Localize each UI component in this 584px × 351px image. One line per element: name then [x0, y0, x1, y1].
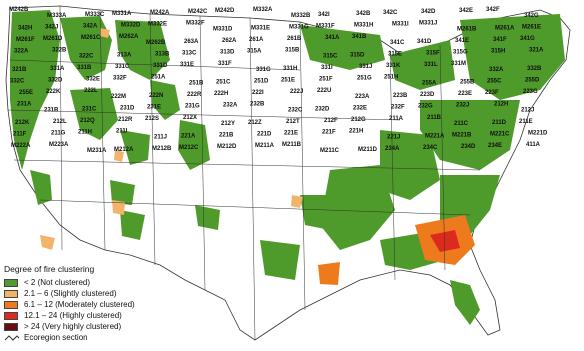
section-label: 331L	[424, 62, 438, 68]
section-label: 221B	[219, 132, 234, 139]
section-label: 232A	[223, 102, 238, 109]
section-label: 232G	[418, 103, 433, 110]
section-label: 212T	[286, 119, 300, 125]
section-label: 341C	[390, 40, 405, 46]
section-label: 234A	[385, 146, 400, 152]
section-label: 342G	[524, 13, 539, 19]
section-label: 211B	[427, 115, 442, 121]
section-label: 223G	[523, 89, 538, 95]
section-label: 341E	[455, 38, 470, 44]
section-label: M221A	[425, 133, 445, 140]
section-label: 234E	[488, 143, 503, 149]
section-label: 332D	[48, 77, 63, 84]
section-label: M212C	[179, 145, 199, 151]
legend-label: > 24 (Very highly clustered)	[24, 322, 122, 331]
section-label: 223B	[393, 93, 408, 99]
section-label: M331A	[112, 11, 132, 17]
section-label: 232F	[391, 104, 405, 111]
section-label: 251A	[151, 74, 166, 81]
section-label: 331A	[50, 66, 65, 72]
section-label: 313A	[117, 52, 132, 59]
section-label: 322C	[79, 53, 94, 60]
section-label: 332C	[10, 78, 25, 85]
section-label: 232J	[456, 102, 470, 109]
section-label: 332B	[527, 66, 542, 72]
section-label: 212Y	[221, 121, 236, 127]
section-label: 211A	[389, 116, 404, 122]
section-label: 321A	[529, 47, 544, 54]
section-label: 411A	[526, 142, 541, 148]
section-label: 315H	[491, 48, 506, 55]
section-label: M331E	[251, 25, 271, 32]
section-label: M231A	[87, 148, 107, 154]
section-label: 313C	[182, 50, 197, 57]
section-label: M221C	[490, 131, 510, 138]
section-label: 231D	[120, 105, 135, 112]
section-label: M242A	[150, 10, 170, 16]
section-label: M261E	[522, 24, 542, 31]
section-label: M242B	[9, 7, 29, 13]
section-label: 262A	[222, 38, 237, 44]
section-label: 315E	[388, 51, 403, 58]
section-label: 223D	[420, 92, 435, 98]
section-label: 222K	[46, 89, 61, 95]
section-label: 222U	[317, 88, 332, 94]
section-label: 232B	[250, 101, 265, 108]
section-label: 251C	[216, 79, 231, 86]
section-label: 315C	[323, 53, 338, 60]
section-label: 331M	[451, 61, 467, 67]
section-label: 211I	[116, 128, 128, 135]
section-label: 222N	[149, 93, 164, 99]
section-label: 255A	[422, 80, 437, 87]
legend-label: < 2 (Not clustered)	[24, 278, 91, 287]
section-label: 212R	[118, 117, 133, 123]
section-label: M261D	[43, 36, 63, 42]
section-label: 221E	[284, 130, 299, 137]
swatch-very-highly-clustered	[4, 323, 18, 331]
section-label: M211A	[255, 143, 275, 149]
legend-item-very-highly-clustered	[4, 321, 154, 332]
section-label: 223F	[485, 90, 499, 96]
section-label: 342F	[486, 7, 500, 13]
section-label: 212H	[494, 101, 509, 108]
section-label: M262B	[146, 40, 166, 46]
section-label: M212D	[217, 144, 237, 150]
section-label: 231A	[17, 101, 32, 108]
section-label: 331E	[180, 62, 195, 68]
section-label: M331D	[213, 26, 233, 33]
section-label: M261A	[495, 25, 515, 32]
section-label: M333A	[47, 13, 67, 19]
section-label: 331H	[283, 66, 298, 72]
legend-item-highly-clustered	[4, 310, 154, 321]
section-label: 261B	[287, 36, 302, 42]
section-label: M212B	[152, 146, 172, 152]
section-label: M331G	[289, 24, 309, 31]
section-label: 255D	[525, 77, 540, 84]
section-label: 221A	[181, 133, 196, 140]
section-label: M211B	[282, 142, 302, 148]
section-label: M332D	[121, 22, 141, 29]
section-label: 331F	[218, 61, 232, 67]
boundary-line-icon	[4, 334, 20, 342]
swatch-moderately-clustered	[4, 301, 18, 309]
section-label: 331G	[256, 67, 271, 73]
section-label: M221B	[452, 132, 472, 139]
legend-label: Ecoregion section	[24, 333, 88, 342]
section-label: 222M	[111, 94, 127, 100]
section-label: M261B	[457, 26, 477, 33]
section-label: 342B	[356, 11, 371, 17]
section-label: 231E	[147, 104, 162, 111]
section-label: 255E	[19, 90, 34, 96]
legend-label: 12.1 – 24 (Highly clustered)	[24, 311, 122, 320]
section-label: M262A	[119, 34, 139, 40]
section-label: 255B	[460, 79, 475, 86]
section-label: 222H	[214, 91, 229, 97]
section-label: 212K	[15, 120, 30, 126]
section-label: M332F	[186, 20, 205, 27]
section-label: 341F	[493, 37, 507, 43]
section-label: 212Q	[80, 118, 95, 124]
section-label: 231G	[185, 103, 200, 110]
section-label: 341B	[352, 34, 367, 40]
section-label: 251D	[254, 78, 269, 85]
legend-title: Degree of fire clustering	[4, 264, 95, 274]
section-label: 212J	[521, 107, 535, 114]
section-label: 313B	[155, 51, 170, 58]
section-label: 211G	[51, 130, 66, 137]
section-label: 332A	[489, 67, 504, 73]
section-label: 234D	[461, 144, 476, 150]
section-label: 221J	[387, 134, 401, 141]
section-label: 251B	[189, 80, 204, 87]
section-label: M261F	[16, 37, 35, 43]
section-label: 212Z	[248, 120, 262, 126]
legend-label: 6.1 – 12 (Moderately clustered)	[24, 300, 135, 309]
swatch-slightly-clustered	[4, 290, 18, 298]
section-label: 221H	[349, 128, 364, 135]
section-label: M332E	[148, 21, 168, 28]
section-label: M211D	[358, 147, 378, 153]
section-label: M211C	[320, 148, 340, 154]
section-label: 212S	[145, 116, 160, 122]
section-label: 221D	[257, 131, 272, 138]
section-label: M212A	[114, 147, 134, 153]
section-label: 313D	[220, 49, 235, 56]
section-label: M333C	[85, 12, 105, 18]
section-label: 251F	[319, 76, 333, 83]
section-label: 212F	[324, 118, 338, 124]
section-label: M242C	[188, 9, 208, 15]
section-label: 263A	[184, 39, 199, 45]
section-label: 331I	[321, 65, 333, 71]
section-label: 332E	[86, 76, 101, 83]
legend-item-boundary	[4, 332, 154, 343]
section-label: 211D	[492, 120, 507, 126]
section-label: 251H	[384, 74, 399, 81]
section-label: M331H	[354, 22, 374, 29]
legend-label: 2.1 – 6 (Slightly clustered)	[24, 289, 117, 298]
section-label: 223E	[458, 91, 473, 97]
section-label: 212G	[351, 117, 366, 123]
section-label: 321B	[12, 67, 27, 73]
section-label: 255C	[487, 78, 502, 85]
section-label: 251G	[357, 75, 372, 82]
section-label: 232E	[353, 105, 368, 112]
section-label: 315A	[247, 48, 262, 55]
section-label: 322A	[14, 48, 29, 55]
section-label: 232C	[288, 107, 303, 114]
section-label: M223A	[49, 142, 69, 148]
section-label: 223A	[355, 94, 370, 100]
section-label: M221D	[528, 130, 548, 137]
section-label: M261C	[81, 35, 101, 41]
section-label: M242D	[215, 8, 235, 14]
section-label: 342I	[318, 12, 330, 18]
section-label: 342C	[383, 10, 398, 16]
section-label: 315G	[453, 49, 468, 56]
swatch-not-clustered	[4, 279, 18, 287]
section-label: 342E	[459, 8, 474, 14]
section-label: 341A	[325, 35, 340, 41]
section-label: 211H	[78, 129, 93, 136]
section-label: 221F	[322, 129, 336, 136]
section-label: 332F	[113, 75, 127, 82]
section-label: 232D	[315, 106, 330, 113]
section-label: 212L	[53, 119, 67, 125]
section-label: 341G	[520, 36, 535, 42]
section-label: 231B	[44, 107, 59, 114]
legend-item-not-clustered	[4, 277, 154, 288]
legend-item-moderately-clustered	[4, 299, 154, 310]
section-label: 315D	[350, 52, 365, 59]
section-label: 211J	[154, 134, 168, 141]
section-label: 331C	[115, 64, 130, 70]
section-label: 222J	[290, 89, 304, 95]
section-label: 222R	[187, 92, 202, 98]
section-label: 315B	[285, 47, 300, 54]
section-label: M332A	[253, 7, 273, 13]
section-label: M331J	[419, 20, 438, 27]
section-label: 211C	[454, 121, 469, 127]
section-label: 261A	[249, 37, 264, 43]
section-label: 222L	[84, 88, 98, 94]
section-label: 342D	[421, 9, 436, 15]
section-label: 212X	[183, 115, 198, 121]
section-label: 211E	[519, 119, 533, 125]
swatch-highly-clustered	[4, 312, 18, 320]
section-label: M222A	[11, 143, 31, 149]
section-label: 331B	[77, 65, 92, 71]
section-label: 341D	[417, 39, 432, 45]
section-label: 251E	[281, 77, 296, 84]
section-label: 342A	[83, 23, 98, 30]
section-label: 331K	[386, 63, 401, 69]
legend	[4, 264, 154, 343]
section-label: 331J	[359, 64, 373, 70]
section-label: 331D	[153, 63, 168, 69]
section-label: 322B	[52, 47, 67, 54]
section-label: M331I	[392, 21, 409, 28]
section-label: M331F	[316, 23, 335, 30]
section-label: 342J	[45, 24, 59, 31]
section-label: 222I	[252, 90, 264, 96]
section-label: 231C	[82, 106, 97, 113]
section-label: 234C	[423, 145, 438, 151]
section-label: 315F	[426, 50, 440, 57]
legend-item-slightly-clustered	[4, 288, 154, 299]
section-label: M332B	[291, 13, 311, 19]
section-label: 342H	[18, 25, 33, 32]
section-label: 211F	[13, 131, 27, 138]
